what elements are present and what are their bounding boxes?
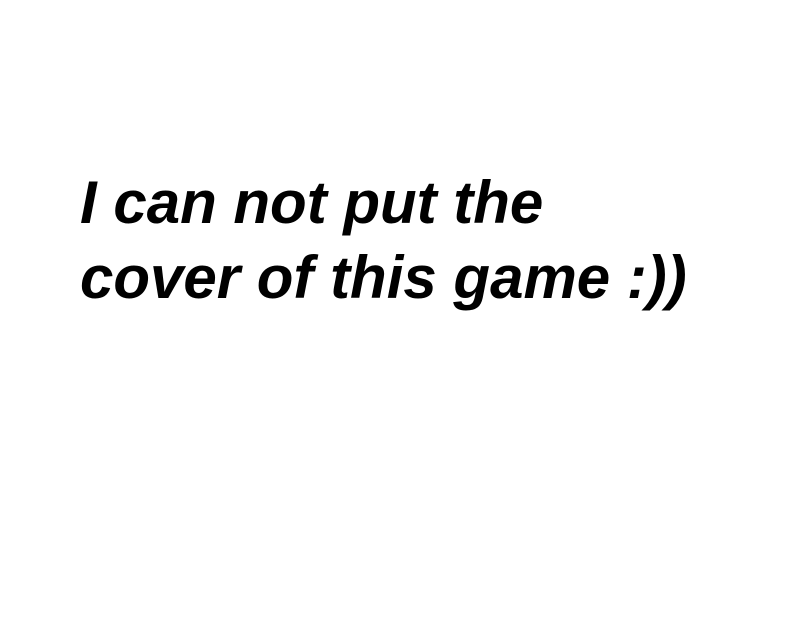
message-line-1: I can not put the: [80, 169, 544, 236]
message-line-2: cover of this game :)): [80, 244, 687, 311]
placeholder-message: [80, 165, 780, 315]
